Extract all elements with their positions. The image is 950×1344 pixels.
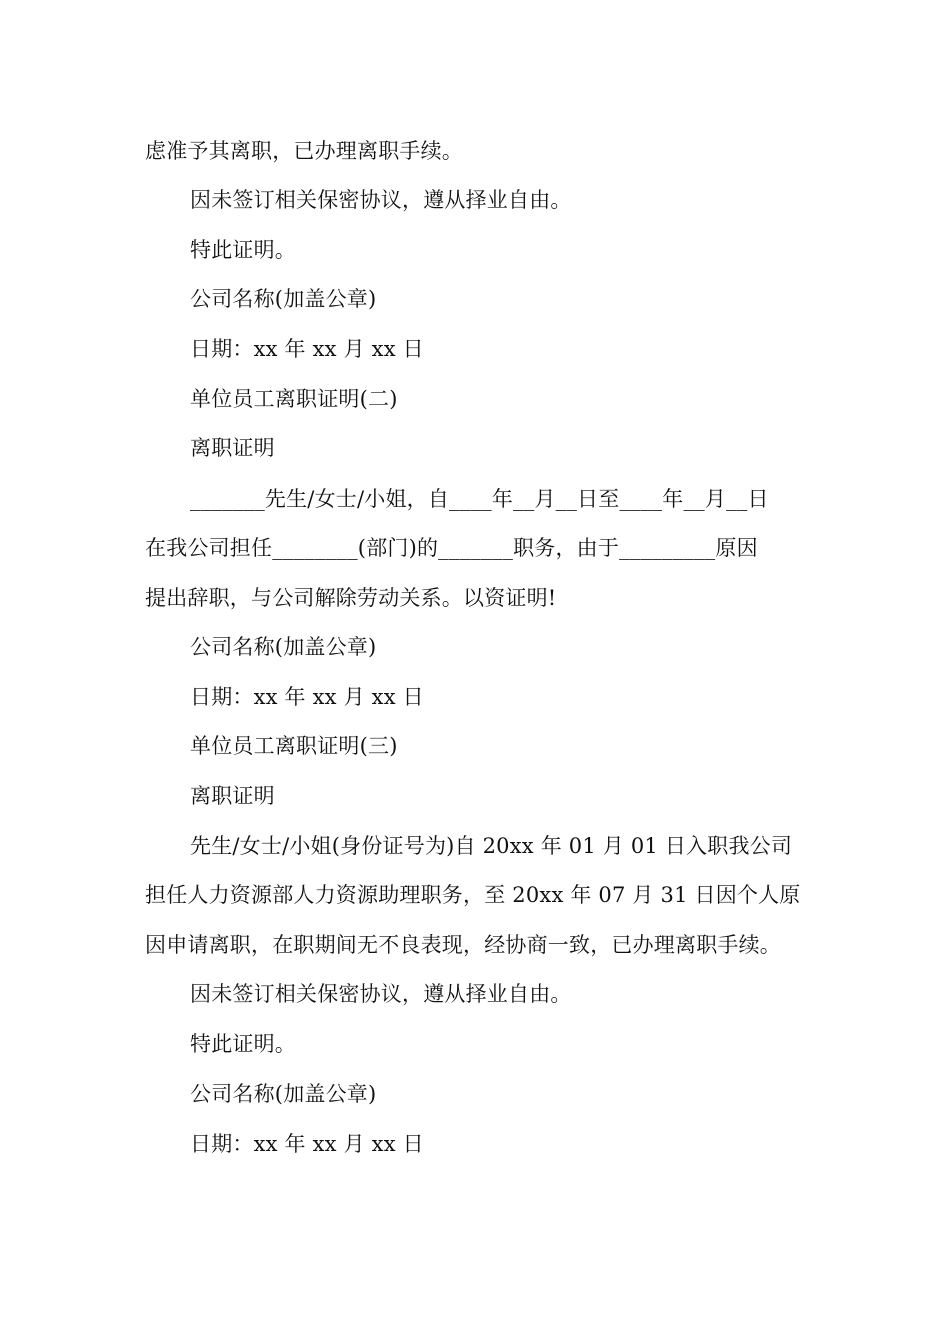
date-line: 日期：xx 年 xx 月 xx 日 xyxy=(190,1132,424,1156)
certificate-heading: 离职证明 xyxy=(190,436,275,460)
paragraph-confidentiality: 因未签订相关保密协议，遵从择业自由。 xyxy=(190,188,572,212)
paragraph-template-line-2: 在我公司担任________(部门)的_______职务，由于_________原因 xyxy=(145,536,758,560)
paragraph-continuation: 虑准予其离职，已办理离职手续。 xyxy=(145,139,463,163)
certificate-heading: 离职证明 xyxy=(190,784,275,808)
paragraph-template-line-1: _______先生/女士/小姐，自____年__月__日至____年__月__日 xyxy=(190,487,769,511)
section-title-two: 单位员工离职证明(二) xyxy=(190,387,398,411)
paragraph-employee-line-3: 因申请离职，在职期间无不良表现，经协商一致，已办理离职手续。 xyxy=(145,933,781,957)
date-line: 日期：xx 年 xx 月 xx 日 xyxy=(190,685,424,709)
section-title-three: 单位员工离职证明(三) xyxy=(190,734,398,758)
paragraph-template-line-3: 提出辞职，与公司解除劳动关系。以资证明! xyxy=(145,586,557,610)
company-seal-line: 公司名称(加盖公章) xyxy=(190,635,377,659)
company-seal-line: 公司名称(加盖公章) xyxy=(190,1082,377,1106)
paragraph-employee-line-1: 先生/女士/小姐(身份证号为)自 20xx 年 01 月 01 日入职我公司 xyxy=(190,834,793,858)
company-seal-line: 公司名称(加盖公章) xyxy=(190,287,377,311)
paragraph-certification: 特此证明。 xyxy=(190,1032,296,1056)
paragraph-employee-line-2: 担任人力资源部人力资源助理职务，至 20xx 年 07 月 31 日因个人原 xyxy=(145,883,801,907)
paragraph-certification: 特此证明。 xyxy=(190,238,296,262)
paragraph-confidentiality: 因未签订相关保密协议，遵从择业自由。 xyxy=(190,982,572,1006)
date-line: 日期：xx 年 xx 月 xx 日 xyxy=(190,337,424,361)
